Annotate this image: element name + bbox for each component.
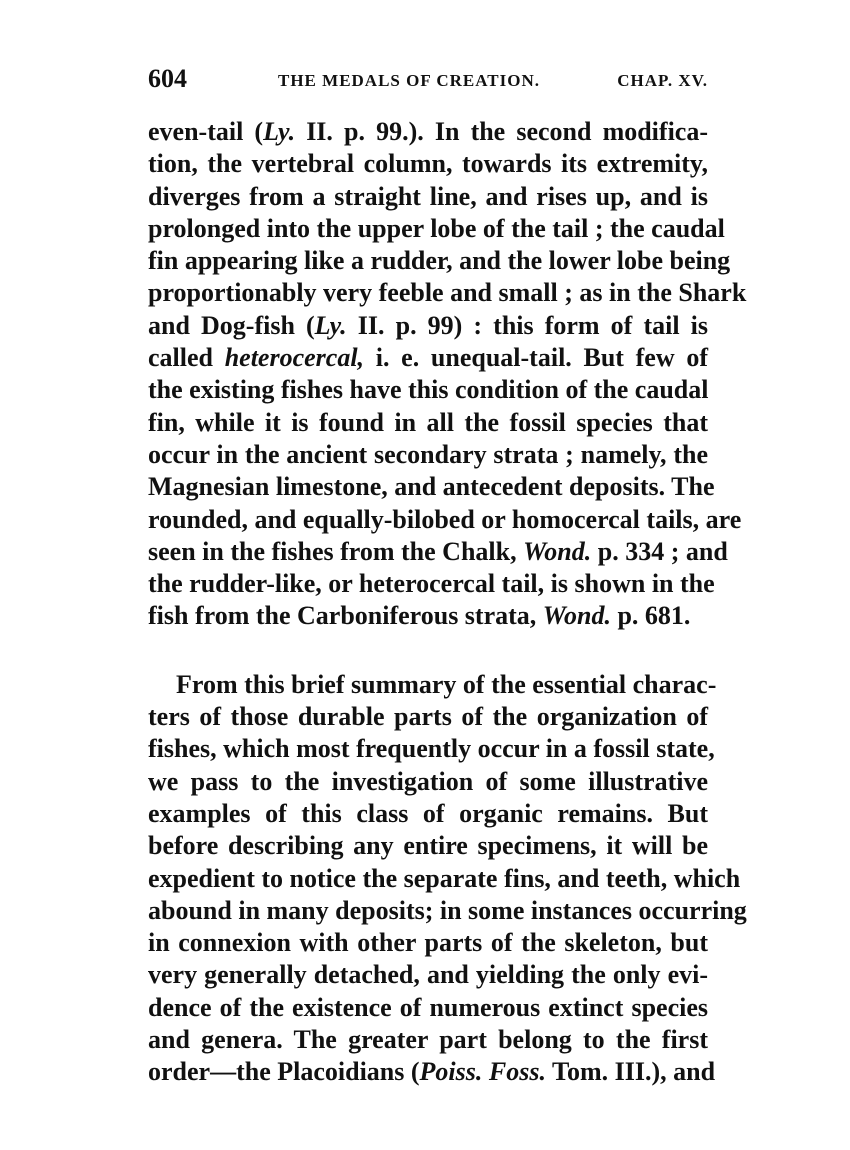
text-line: the rudder-like, or heterocercal tail, is shown in the: [148, 569, 715, 599]
text-line: abound in many deposits; in some instances occurring: [148, 895, 747, 925]
text-line: dence of the existence of numerous extinct species: [148, 992, 708, 1022]
text-line: and Dog-fish (Ly. II. p. 99) : this form of tail is: [148, 310, 708, 340]
text-line: fish from the Carboniferous strata, Wond. p. 681.: [148, 601, 691, 631]
text-line: order—the Placoidians (Poiss. Foss. Tom. III.), and: [148, 1057, 716, 1087]
text-line: even-tail (Ly. II. p. 99.). In the second modifica-: [148, 117, 708, 146]
text-line: examples of this class of organic remains. But: [148, 798, 708, 828]
text-line: fin, while it is found in all the fossil species that: [148, 407, 708, 437]
text-line: diverges from a straight line, and rises up, and is: [148, 181, 708, 211]
text-line: tion, the vertebral column, towards its extremity,: [148, 149, 708, 179]
page-number: 604: [148, 64, 187, 93]
text-line: the existing fishes have this condition of the caudal: [148, 375, 709, 405]
text-line: very generally detached, and yielding the only evi-: [148, 960, 708, 990]
text-line: before describing any entire specimens, it will be: [148, 831, 708, 861]
text-line: and genera. The greater part belong to the first: [148, 1025, 708, 1055]
text-line: From this brief summary of the essential charac-: [176, 669, 717, 699]
text-line: prolonged into the upper lobe of the tail ; the caudal: [148, 213, 725, 243]
text-line: rounded, and equally-bilobed or homocercal tails, are: [148, 504, 742, 534]
text-line: seen in the fishes from the Chalk, Wond. p. 334 ; and: [148, 536, 728, 566]
text-line: expedient to notice the separate fins, and teeth, which: [148, 863, 741, 893]
running-title: THE MEDALS OF CREATION.: [278, 71, 540, 90]
text-line: ters of those durable parts of the organization of: [148, 702, 708, 732]
text-line: we pass to the investigation of some illustrative: [148, 766, 708, 796]
text-line: occur in the ancient secondary strata ; namely, the: [148, 439, 708, 469]
paragraph-gap: [148, 633, 708, 669]
text-line: Magnesian limestone, and antecedent deposits. The: [148, 472, 715, 502]
text-line: called heterocercal, i. e. unequal-tail. But few of: [148, 343, 708, 373]
paragraph-1: [148, 116, 747, 633]
text-line: in connexion with other parts of the skeleton, but: [148, 928, 708, 958]
body-text: [148, 116, 747, 1089]
text-line: fin appearing like a rudder, and the lower lobe being: [148, 246, 731, 276]
chapter-label: CHAP. XV.: [617, 71, 708, 90]
paragraph-2: [148, 669, 747, 1089]
text-line: fishes, which most frequently occur in a fossil state,: [148, 734, 715, 764]
running-head: [148, 64, 708, 98]
text-line: proportionably very feeble and small ; as in the Shark: [148, 278, 747, 308]
